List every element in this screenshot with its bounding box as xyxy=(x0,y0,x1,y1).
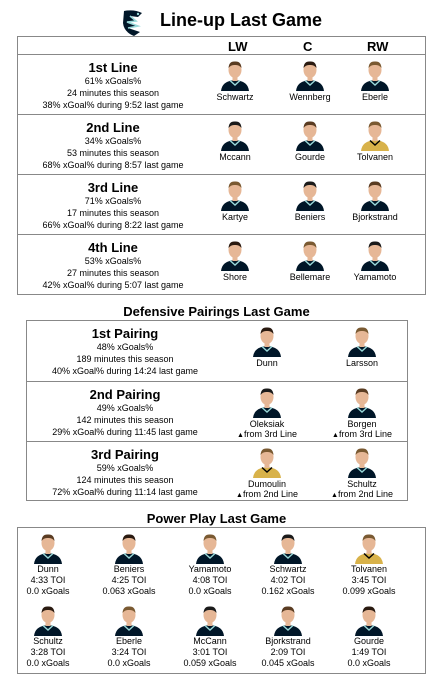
line-name: 4th Line xyxy=(88,240,138,255)
line-name: 1st Line xyxy=(88,60,138,75)
player-toi: 3:01 TOI xyxy=(192,647,228,657)
player-name: Beniers xyxy=(113,564,145,574)
player-card[interactable] xyxy=(200,57,270,102)
pairing-xgoals-pct: 49% xGoals% xyxy=(96,403,154,413)
player-name: Schultz xyxy=(347,479,377,489)
powerplay-player-card[interactable] xyxy=(330,530,408,597)
player-avatar xyxy=(345,384,379,418)
player-card[interactable] xyxy=(340,237,410,282)
player-avatar xyxy=(345,323,379,357)
player-xgoals: 0.063 xGoals xyxy=(102,586,156,596)
arrow-up-icon: ▲ xyxy=(331,492,338,499)
line-last-game: 66% xGoal% during 8:22 last game xyxy=(42,220,184,230)
player-name: Mccann xyxy=(219,152,251,162)
player-toi: 4:33 TOI xyxy=(30,575,66,585)
powerplay-player-card[interactable] xyxy=(171,530,249,597)
pairing-minutes: 189 minutes this season xyxy=(76,354,174,364)
player-card[interactable] xyxy=(327,444,397,499)
player-avatar xyxy=(218,117,252,151)
player-card[interactable] xyxy=(232,444,302,499)
player-card[interactable] xyxy=(327,323,397,368)
player-name: Kartye xyxy=(221,212,248,222)
powerplay-player-card[interactable] xyxy=(249,530,327,597)
powerplay-player-card[interactable] xyxy=(249,602,327,669)
line-change-text: from 3rd Line xyxy=(338,429,392,439)
line-change-note xyxy=(232,489,302,499)
line-xgoals-pct: 71% xGoals% xyxy=(84,196,142,206)
powerplay-player-card[interactable] xyxy=(9,530,87,597)
player-name: Borgen xyxy=(347,419,377,429)
player-avatar xyxy=(352,602,386,636)
player-avatar xyxy=(271,530,305,564)
line-change-text: from 3rd Line xyxy=(243,429,297,439)
player-name: McCann xyxy=(193,636,227,646)
player-avatar xyxy=(218,237,252,271)
player-toi: 3:28 TOI xyxy=(30,647,66,657)
player-name: Bjorkstrand xyxy=(352,212,398,222)
player-xgoals: 0.0 xGoals xyxy=(107,658,151,668)
pairing-minutes: 124 minutes this season xyxy=(76,475,174,485)
column-header-lw: LW xyxy=(228,39,248,54)
player-avatar xyxy=(293,117,327,151)
player-card[interactable] xyxy=(340,177,410,222)
player-avatar xyxy=(271,602,305,636)
line-last-game: 38% xGoal% during 9:52 last game xyxy=(42,100,184,110)
player-xgoals: 0.0 xGoals xyxy=(347,658,391,668)
player-name: Yamamoto xyxy=(188,564,232,574)
arrow-up-icon: ▲ xyxy=(236,492,243,499)
forward-line-row xyxy=(18,114,425,174)
line-minutes: 17 minutes this season xyxy=(66,208,160,218)
line-minutes: 24 minutes this season xyxy=(66,88,160,98)
forward-line-row xyxy=(18,54,425,114)
defense-pairing-row xyxy=(27,321,407,381)
player-toi: 3:45 TOI xyxy=(351,575,387,585)
page-title: Line-up Last Game xyxy=(160,10,323,30)
player-avatar xyxy=(293,57,327,91)
player-avatar xyxy=(358,57,392,91)
player-avatar xyxy=(293,177,327,211)
pairing-minutes: 142 minutes this season xyxy=(76,415,174,425)
player-name: Eberle xyxy=(361,92,388,102)
column-header-c: C xyxy=(303,39,313,54)
player-avatar xyxy=(112,602,146,636)
player-xgoals: 0.0 xGoals xyxy=(26,586,70,596)
pairing-name: 1st Pairing xyxy=(91,326,159,341)
player-avatar xyxy=(358,177,392,211)
player-avatar xyxy=(358,117,392,151)
line-xgoals-pct: 53% xGoals% xyxy=(84,256,142,266)
page-header xyxy=(0,4,433,38)
player-name: Larsson xyxy=(345,358,379,368)
player-card[interactable] xyxy=(275,117,345,162)
player-name: Schultz xyxy=(33,636,63,646)
player-card[interactable] xyxy=(275,237,345,282)
player-name: Yamamoto xyxy=(353,272,397,282)
player-toi: 4:25 TOI xyxy=(111,575,147,585)
player-avatar xyxy=(218,57,252,91)
player-toi: 3:24 TOI xyxy=(111,647,147,657)
player-avatar xyxy=(352,530,386,564)
player-name: Gourde xyxy=(294,152,326,162)
line-xgoals-pct: 61% xGoals% xyxy=(84,76,142,86)
player-toi: 4:02 TOI xyxy=(270,575,306,585)
player-toi: 2:09 TOI xyxy=(270,647,306,657)
player-avatar xyxy=(112,530,146,564)
player-xgoals: 0.059 xGoals xyxy=(183,658,237,668)
pairing-last-game: 40% xGoal% during 14:24 last game xyxy=(51,366,199,376)
player-name: Eberle xyxy=(115,636,142,646)
player-avatar xyxy=(345,444,379,478)
player-name: Dunn xyxy=(37,564,59,574)
powerplay-panel xyxy=(17,527,426,674)
player-name: Schwartz xyxy=(216,92,254,102)
powerplay-player-card[interactable] xyxy=(9,602,87,669)
column-header-rw: RW xyxy=(367,39,389,54)
player-card[interactable] xyxy=(275,57,345,102)
player-avatar xyxy=(193,530,227,564)
player-card[interactable] xyxy=(200,177,270,222)
forward-line-row xyxy=(18,234,425,294)
line-xgoals-pct: 34% xGoals% xyxy=(84,136,142,146)
player-name: Tolvanen xyxy=(350,564,388,574)
arrow-up-icon: ▲ xyxy=(237,432,244,439)
player-card[interactable] xyxy=(232,323,302,368)
player-xgoals: 0.0 xGoals xyxy=(26,658,70,668)
player-name: Bjorkstrand xyxy=(265,636,311,646)
powerplay-player-card[interactable] xyxy=(171,602,249,669)
arrow-up-icon: ▲ xyxy=(332,432,339,439)
player-avatar xyxy=(31,530,65,564)
powerplay-player-card[interactable] xyxy=(90,602,168,669)
player-card[interactable] xyxy=(200,117,270,162)
player-avatar xyxy=(31,602,65,636)
forward-line-row xyxy=(18,174,425,234)
player-avatar xyxy=(250,444,284,478)
pairing-xgoals-pct: 59% xGoals% xyxy=(96,463,154,473)
player-xgoals: 0.162 xGoals xyxy=(261,586,315,596)
player-avatar xyxy=(293,237,327,271)
line-minutes: 27 minutes this season xyxy=(66,268,160,278)
player-avatar xyxy=(218,177,252,211)
player-name: Oleksiak xyxy=(249,419,285,429)
player-name: Tolvanen xyxy=(356,152,394,162)
pairing-last-game: 72% xGoal% during 11:14 last game xyxy=(52,487,198,497)
defense-section-title: Defensive Pairings Last Game xyxy=(123,304,310,319)
player-name: Gourde xyxy=(353,636,385,646)
player-avatar xyxy=(193,602,227,636)
defense-pairing-row xyxy=(27,381,407,441)
player-name: Schwartz xyxy=(269,564,307,574)
powerplay-player-card[interactable] xyxy=(330,602,408,669)
player-name: Shore xyxy=(222,272,248,282)
line-change-text: from 2nd Line xyxy=(337,489,393,499)
line-last-game: 68% xGoal% during 8:57 last game xyxy=(42,160,184,170)
pairing-last-game: 29% xGoal% during 11:45 last game xyxy=(52,427,198,437)
player-name: Dunn xyxy=(256,358,278,368)
defense-pairing-row xyxy=(27,441,407,501)
pairing-name: 3rd Pairing xyxy=(91,447,159,462)
player-card[interactable] xyxy=(232,384,302,439)
player-card[interactable] xyxy=(327,384,397,439)
line-name: 2nd Line xyxy=(86,120,140,135)
player-name: Beniers xyxy=(294,212,326,222)
player-xgoals: 0.045 xGoals xyxy=(261,658,315,668)
player-card[interactable] xyxy=(340,117,410,162)
player-card[interactable] xyxy=(275,177,345,222)
player-avatar xyxy=(250,384,284,418)
line-minutes: 53 minutes this season xyxy=(66,148,160,158)
defense-pairings-panel xyxy=(26,320,408,501)
team-logo-icon xyxy=(118,8,148,38)
line-change-note xyxy=(327,429,397,439)
player-avatar xyxy=(250,323,284,357)
player-xgoals: 0.0 xGoals xyxy=(188,586,232,596)
player-name: Wennberg xyxy=(289,92,331,102)
player-name: Bellemare xyxy=(289,272,331,282)
forward-lines-panel xyxy=(17,36,426,295)
player-toi: 4:08 TOI xyxy=(192,575,228,585)
powerplay-section-title: Power Play Last Game xyxy=(146,511,287,526)
pairing-xgoals-pct: 48% xGoals% xyxy=(96,342,154,352)
player-toi: 1:49 TOI xyxy=(351,647,387,657)
player-xgoals: 0.099 xGoals xyxy=(342,586,396,596)
line-name: 3rd Line xyxy=(87,180,139,195)
line-last-game: 42% xGoal% during 5:07 last game xyxy=(42,280,184,290)
line-change-note xyxy=(232,429,302,439)
player-name: Dumoulin xyxy=(247,479,287,489)
powerplay-player-card[interactable] xyxy=(90,530,168,597)
player-card[interactable] xyxy=(340,57,410,102)
pairing-name: 2nd Pairing xyxy=(89,387,161,402)
player-avatar xyxy=(358,237,392,271)
player-card[interactable] xyxy=(200,237,270,282)
line-change-note xyxy=(327,489,397,499)
line-change-text: from 2nd Line xyxy=(242,489,298,499)
